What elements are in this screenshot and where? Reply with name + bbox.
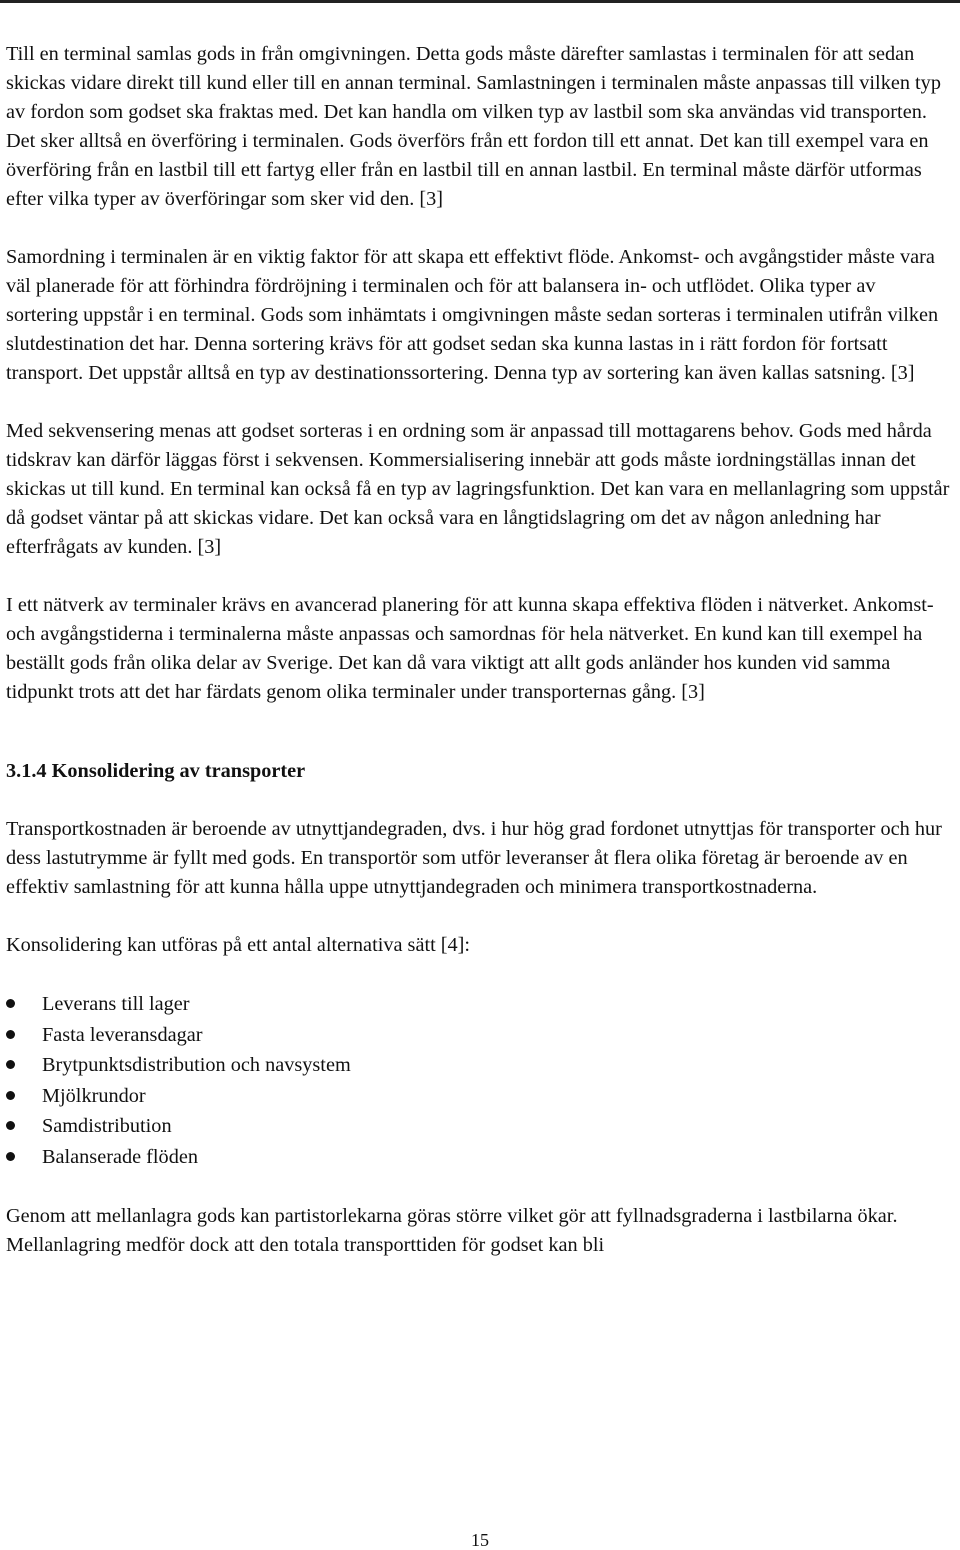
paragraph-consolidation-intro: Konsolidering kan utföras på ett antal alternativa sätt [4]: <box>6 934 471 956</box>
document-page <box>6 40 952 1260</box>
list-item <box>6 1050 952 1081</box>
paragraph-coordination: Samordning i terminalen är en viktig faktor för att skapa ett effektivt flöde. Ankomst- och avgångstider måste vara väl planerade för att förhindra fördröjning i terminalen och för att balansera in- och utflödet. Olika typer av sortering uppstår i en terminal. Gods som inhämtats i omgivningen måste sedan sorteras i terminalen utifrån vilken slutdestination det har. Denna sortering krävs för att godset sedan ska kunna lastas in i rätt fordon för fortsatt transport. Det uppstår alltså en typ av destinationssortering. Denna typ av sortering kan även kallas satsning. [3] <box>6 246 939 384</box>
paragraph-closing: Genom att mellanlagra gods kan partistorlekarna göras större vilket gör att fyllnadsgraderna i lastbilarna ökar. Mellanlagring medför dock att den totala transporttiden för godset kan bli <box>6 1204 898 1256</box>
list-item <box>6 989 952 1020</box>
list-item-label: Leverans till lager <box>42 993 190 1015</box>
list-item-label: Fasta leveransdagar <box>42 1023 203 1046</box>
bullet-icon <box>6 1091 15 1100</box>
list-item <box>6 1142 952 1173</box>
list-item-label: Mjölkrundor <box>42 1084 146 1107</box>
section-heading: 3.1.4 Konsolidering av transporter <box>6 760 306 782</box>
top-border-line <box>0 0 960 3</box>
bullet-icon <box>6 1030 15 1039</box>
consolidation-list <box>6 989 952 1173</box>
list-item <box>6 1081 952 1112</box>
list-item-label: Balanserade flöden <box>42 1145 198 1168</box>
list-item-label: Brytpunktsdistribution och navsystem <box>42 1054 351 1077</box>
list-item-label: Samdistribution <box>42 1115 172 1138</box>
page-number: 15 <box>471 1530 489 1550</box>
bullet-icon <box>6 1121 15 1130</box>
bullet-icon <box>6 1060 15 1069</box>
bullet-icon <box>6 999 15 1008</box>
paragraph-transport-cost: Transportkostnaden är beroende av utnyttjandegraden, dvs. i hur hög grad fordonet utnyttjas för transporter och hur dess lastutrymme är fyllt med gods. En transportör som utför leveranser åt flera olika företag är beroende av en effektiv samlastning för att kunna hålla uppe utnyttjandegraden och minimera transportkostnaderna. <box>6 818 942 898</box>
paragraph-terminal-intro: Till en terminal samlas gods in från omgivningen. Detta gods måste därefter samlastas i terminalen för att sedan skickas vidare direkt till kund eller till en annan terminal. Samlastningen i terminalen måste anpassas till vilken typ av fordon som godset ska fraktas med. Det kan handla om vilken typ av lastbil som ska användas vid transporten. Det sker alltså en överföring i terminalen. Gods överförs från ett fordon till ett annat. Det kan till exempel vara en överföring från en lastbil till ett fartyg eller från en lastbil till en annan lastbil. En terminal måste därför utformas efter vilka typer av överföringar som sker vid den. [3] <box>6 43 941 210</box>
list-item <box>6 1020 952 1051</box>
list-item <box>6 1111 952 1142</box>
paragraph-sequencing: Med sekvensering menas att godset sorteras i en ordning som är anpassad till mottagarens behov. Gods med hårda tidskrav kan därför läggas först i sekvensen. Kommersialisering innebär att gods måste iordningställas innan det skickas ut till kund. En terminal kan också få en typ av lagringsfunktion. Det kan vara en mellanlagring som uppstår då godset väntar på att skickas vidare. Det kan också vara en långtidslagring om det av någon anledning har efterfrågats av kunden. [3] <box>6 420 950 558</box>
bullet-icon <box>6 1152 15 1161</box>
paragraph-network: I ett nätverk av terminaler krävs en avancerad planering för att kunna skapa effektiva flöden i nätverket. Ankomst- och avgångstiderna i terminalerna måste anpassas och samordnas för hela nätverket. En kund kan till exempel ha beställt gods från olika delar av Sverige. Det kan då vara viktigt att allt gods anländer hos kunden vid samma tidpunkt trots att det har färdats genom olika terminaler under transporternas gång. [3] <box>6 594 934 703</box>
